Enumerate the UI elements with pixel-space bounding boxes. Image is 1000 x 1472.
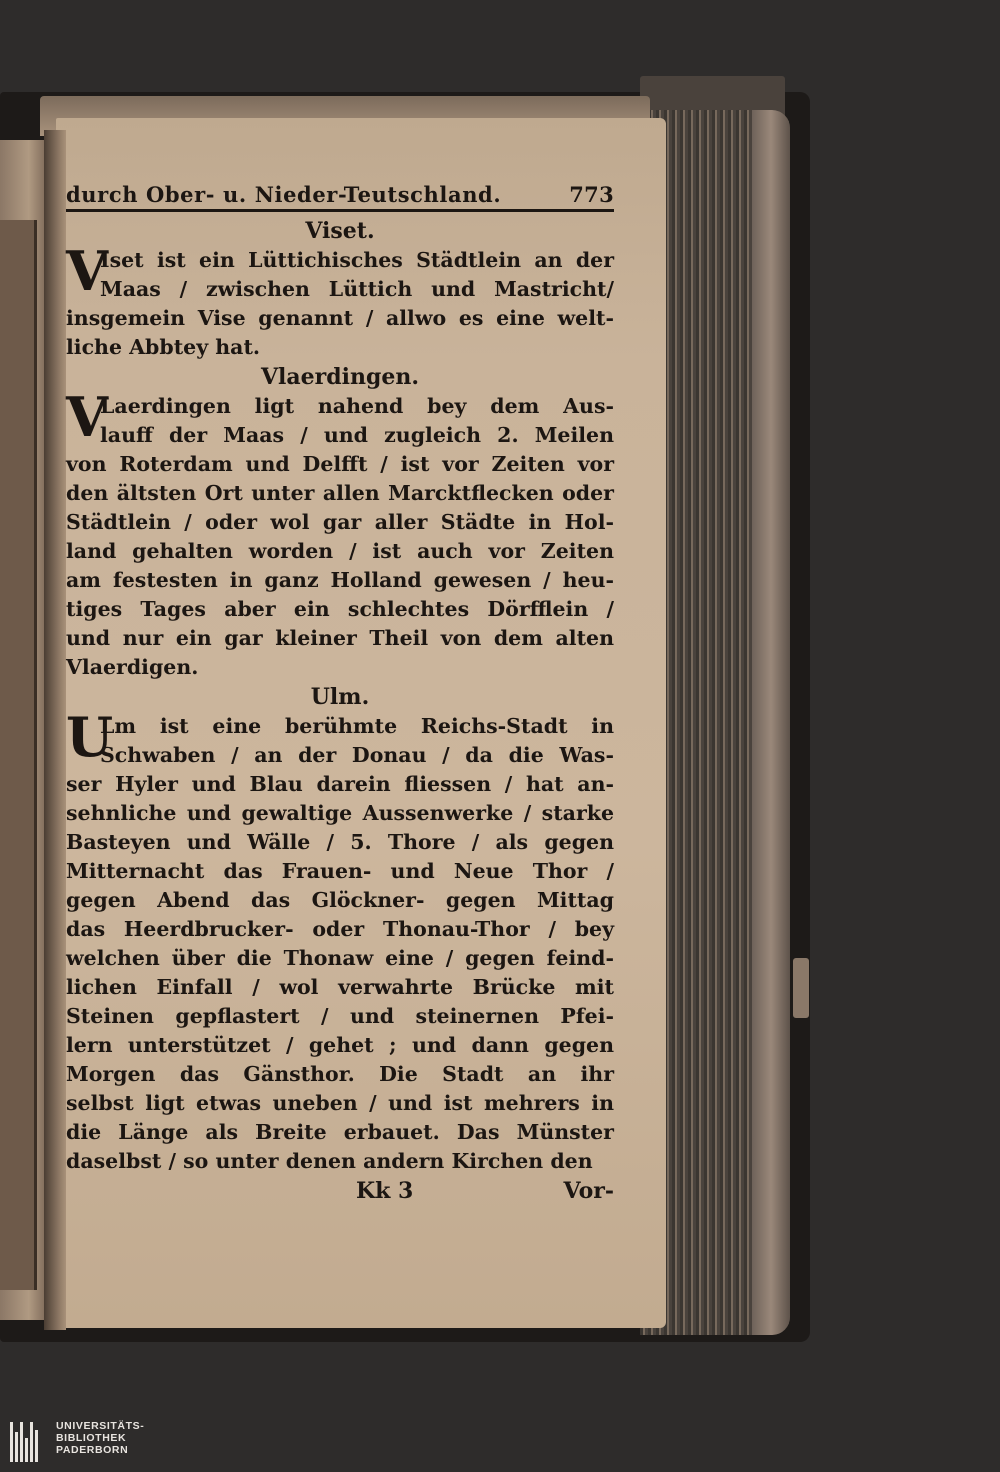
gutter	[44, 130, 66, 1330]
text-line: die Länge als Breite erbauet. Das Münster	[66, 1120, 614, 1144]
text-line: am festesten in ganz Holland gewesen / heu-	[66, 568, 614, 592]
section-heading: Viset.	[305, 218, 375, 244]
text-line: Morgen das Gänsthor. Die Stadt an ihr	[66, 1062, 614, 1086]
library-logo-line2: BIBLIOTHEK	[56, 1432, 127, 1444]
section-heading: Vlaerdingen.	[260, 364, 420, 390]
catchword: Vor-	[563, 1178, 614, 1204]
text-line: Vlaerdigen.	[66, 655, 199, 679]
text-line: welchen über die Thonaw eine / gegen feind-	[66, 946, 614, 970]
running-head-title: durch Ober- u. Nieder-Teutschland.	[66, 182, 502, 207]
library-logo	[10, 1420, 144, 1462]
text-line: sehnliche und gewaltige Aussenwerke / starke	[66, 801, 614, 825]
text-line: tiges Tages aber ein schlechtes Dörfflein /	[66, 597, 614, 621]
text-line: insgemein Vise genannt / allwo es eine welt-	[66, 306, 614, 330]
text-line: Schwaben / an der Donau / da die Was-	[100, 743, 614, 767]
text-line: den ältsten Ort unter allen Marcktflecken oder	[66, 481, 614, 505]
library-logo-line1: UNIVERSITÄTS-	[56, 1420, 145, 1432]
text-line: selbst ligt etwas uneben / und ist mehrers in	[66, 1091, 614, 1115]
left-page-rule	[0, 220, 37, 1290]
cover-strip	[752, 110, 790, 1335]
text-line: gegen Abend das Glöckner- gegen Mittag	[66, 888, 614, 912]
library-logo-text	[56, 1420, 144, 1456]
text-line-content: Laerdingen ligt nahend bey dem Aus-	[100, 394, 614, 418]
page-number: 773	[569, 182, 614, 207]
text-line: Maas / zwischen Lüttich und Mastricht/	[100, 277, 614, 301]
drop-cap: V	[66, 239, 108, 303]
library-logo-icon	[10, 1422, 48, 1462]
clasp	[793, 958, 809, 1018]
text-line: und nur ein gar kleiner Theil von dem alten	[66, 626, 614, 650]
catchline	[66, 1178, 614, 1204]
text-line: Basteyen und Wälle / 5. Thore / als gegen	[66, 830, 614, 854]
text-line: lauff der Maas / und zugleich 2. Meilen	[100, 423, 614, 447]
sections	[66, 216, 614, 1176]
text-line: von Roterdam und Delfft / ist vor Zeiten vor	[66, 452, 614, 476]
signature-mark: Kk 3	[356, 1178, 414, 1204]
drop-cap: U	[66, 705, 114, 769]
text-line: daselbst / so unter denen andern Kirchen den	[66, 1149, 593, 1173]
text-line: ser Hyler und Blau darein fliessen / hat an-	[66, 772, 614, 796]
drop-cap: V	[66, 385, 108, 449]
text-line: lichen Einfall / wol verwahrte Brücke mit	[66, 975, 614, 999]
text-line: Mitternacht das Frauen- und Neue Thor /	[66, 859, 614, 883]
page-text	[66, 182, 614, 1204]
text-line: liche Abbtey hat.	[66, 335, 261, 359]
text-line-content: Lm ist eine berühmte Reichs-Stadt in	[100, 714, 614, 738]
running-head	[66, 182, 614, 212]
text-line: Steinen gepflastert / und steinernen Pfei-	[66, 1004, 614, 1028]
section-heading: Ulm.	[310, 684, 370, 710]
text-line: lern unterstützet / gehet ; und dann gegen	[66, 1033, 614, 1057]
text-line: land gehalten worden / ist auch vor Zeiten	[66, 539, 614, 563]
left-page-edge	[0, 140, 48, 1320]
library-logo-line3: PADERBORN	[56, 1444, 129, 1456]
text-line: Städtlein / oder wol gar aller Städte in Hol-	[66, 510, 614, 534]
text-line: das Heerdbrucker- oder Thonau-Thor / bey	[66, 917, 614, 941]
text-line-content: Iset ist ein Lüttichisches Städtlein an der	[100, 248, 614, 272]
